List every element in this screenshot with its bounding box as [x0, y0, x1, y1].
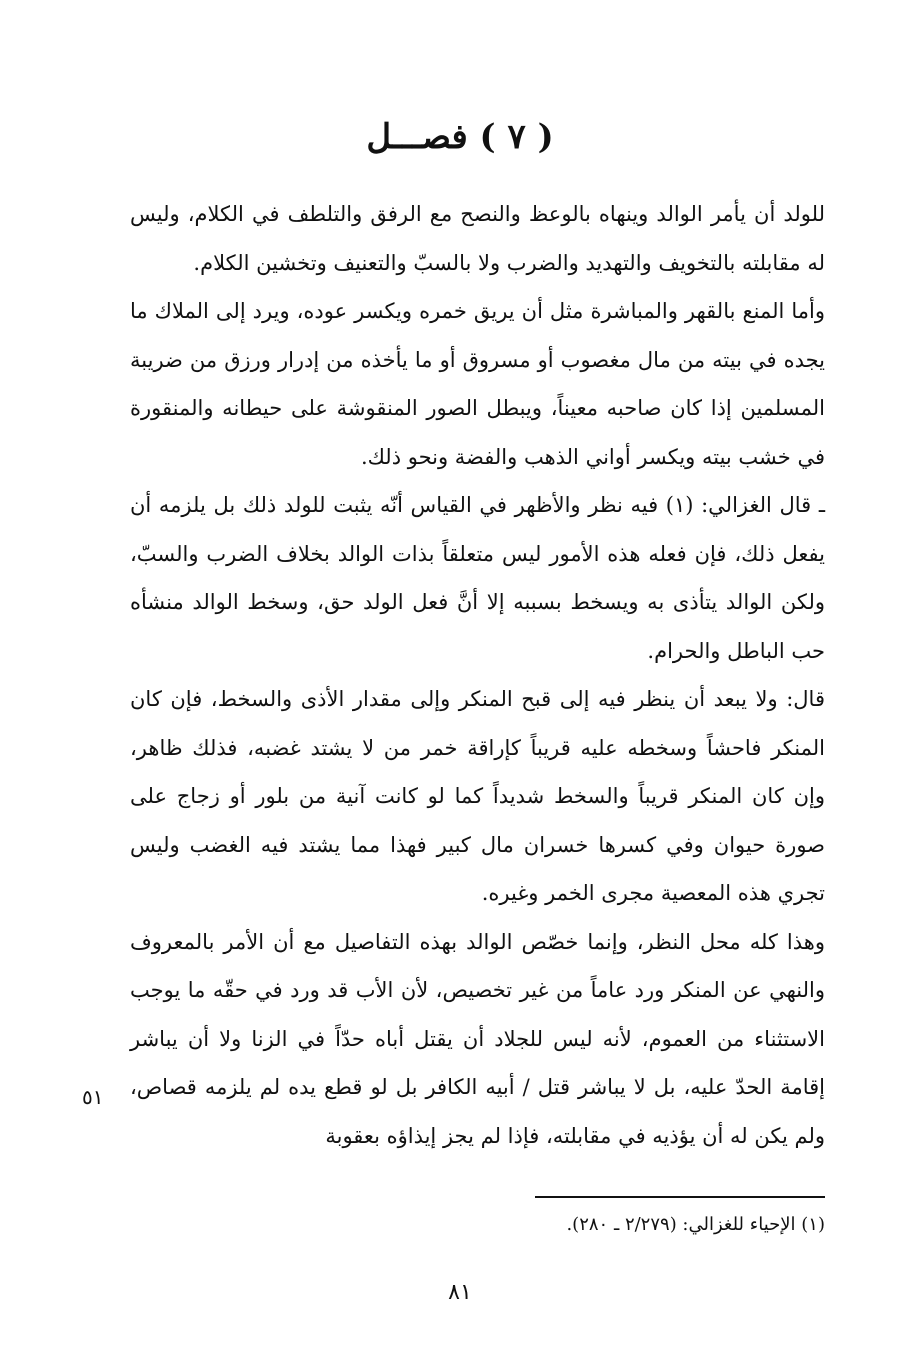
footnote-divider [535, 1196, 825, 1198]
paragraph-4: قال: ولا يبعد أن ينظر فيه إلى قبح المنكر وإلى مقدار الأذى والسخط، فإن كان المنكر فاحشاً وسخطه عليه قريباً كإراقة خمر من لا يشتد غضبه، فذلك ظاهر، وإن كان المنكر قريباً والسخط شديداً كما لو كانت آنية من بلور أو زجاج على صورة حيوان وفي كسرها خسران مال كبير فهذا مما يشتد فيه الغضب وليس تجري هذه المعصية مجرى الخمر وغيره. [130, 687, 825, 905]
section-title: ( ٧ ) فصـــل [366, 117, 554, 157]
margin-page-marker: ٥١ [82, 1085, 104, 1109]
paragraph-5: وهذا كله محل النظر، وإنما خصّص الوالد بهذه التفاصيل مع أن الأمر بالمعروف والنهي عن المنكر ورد عاماً من غير تخصيص، لأن الأب قد ورد في حقّه ما يوجب الاستثناء من العموم، لأنه ليس للجلاد أن يقتل أباه حدّاً في الزنا ولا أن يباشر إقامة الحدّ عليه، بل لا يباشر قتل / أبيه الكافر بل لو قطع يده لم يلزمه قصاص، ولم يكن له أن يؤذيه في مقابلته، فإذا لم يجز إيذاؤه بعقوبة [130, 929, 825, 1148]
body-text [130, 190, 825, 1160]
paragraph-2: وأما المنع بالقهر والمباشرة مثل أن يريق خمره ويكسر عوده، ويرد إلى الملاك ما يجده في بيته من مال مغصوب أو مسروق أو ما يأخذه من إدرار ورزق من ضريبة المسلمين إذا كان صاحبه معيناً، ويبطل الصور المنقوشة على حيطانه والمنقورة في خشب بيته ويكسر أواني الذهب والفضة ونحو ذلك. [130, 299, 825, 469]
footnote: (١) الإحياء للغزالي: (٢/٢٧٩ ـ ٢٨٠). [566, 1214, 825, 1235]
paragraph-3: ـ قال الغزالي: (١) فيه نظر والأظهر في القياس أنّه يثبت للولد ذلك بل يلزمه أن يفعل ذلك، فإن فعله هذه الأمور ليس متعلقاً بذات الوالد بخلاف الضرب والسبّ، ولكن الوالد يتأذى به ويسخط بسببه إلا أنَّ فعل الولد حق، وسخط الوالد منشأه حب الباطل والحرام. [130, 493, 826, 663]
page-number: ٨١ [448, 1280, 472, 1305]
paragraph-1: للولد أن يأمر الوالد وينهاه بالوعظ والنصح مع الرفق والتلطف في الكلام، وليس له مقابلته بالتخويف والتهديد والضرب ولا بالسبّ والتعنيف وتخشين الكلام. [130, 202, 825, 275]
